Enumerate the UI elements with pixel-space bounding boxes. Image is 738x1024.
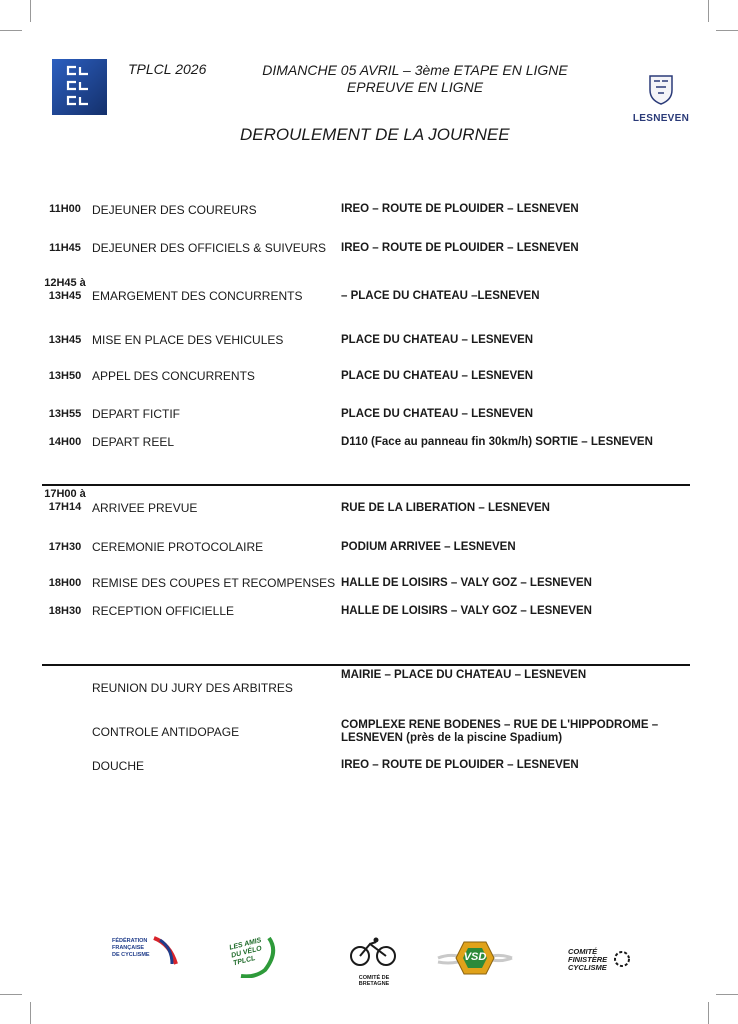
schedule-activity: DEPART REEL [92, 435, 175, 449]
schedule-time: 17H30 [48, 541, 82, 553]
ffc-logo-text: FÉDÉRATION FRANÇAISE DE CYCLISME [112, 938, 150, 958]
schedule-location: MAIRIE – PLACE DU CHATEAU – LESNEVEN [341, 669, 587, 681]
schedule-time: 13H55 [48, 408, 82, 420]
crop-mark [30, 0, 31, 22]
schedule-location: PLACE DU CHATEAU – LESNEVEN [341, 408, 534, 420]
amis-logo-text: LES AMIS DU VÉLO TPLCL [228, 937, 263, 968]
schedule-time: 11H45 [49, 242, 81, 254]
schedule-activity: DOUCHE [92, 759, 145, 773]
schedule-activity: EMARGEMENT DES CONCURRENTS [92, 289, 303, 303]
schedule-activity: REMISE DES COUPES ET RECOMPENSES [92, 576, 336, 590]
club-logo [52, 59, 107, 115]
schedule-location: HALLE DE LOISIRS – VALY GOZ – LESNEVEN [341, 577, 592, 589]
cyclist-icon [346, 936, 402, 970]
header-line-1: DIMANCHE 05 AVRIL – 3ème ETAPE EN LIGNE [262, 62, 568, 78]
schedule-time: 12H45 à 13H45 [44, 277, 86, 302]
schedule-location: HALLE DE LOISIRS – VALY GOZ – LESNEVEN [341, 605, 592, 617]
town-logo [630, 72, 692, 122]
series-name: TPLCL 2026 [128, 61, 207, 77]
schedule-activity: ARRIVEE PREVUE [92, 501, 198, 515]
section-divider [42, 664, 690, 666]
club-logo-mark-icon [52, 59, 107, 115]
header-line-2: EPREUVE EN LIGNE [346, 79, 484, 95]
amis-du-velo-logo [229, 934, 279, 978]
coat-of-arms-icon [630, 72, 692, 108]
schedule-time: 13H50 [48, 370, 82, 382]
schedule-activity: DEJEUNER DES COUREURS [92, 203, 257, 217]
schedule-location: PODIUM ARRIVEE – LESNEVEN [341, 541, 516, 553]
crop-mark [708, 1002, 709, 1024]
schedule-time: 13H45 [48, 334, 82, 346]
crop-mark [0, 30, 22, 31]
schedule-activity: REUNION DU JURY DES ARBITRES [92, 681, 293, 695]
schedule-activity: APPEL DES CONCURRENTS [92, 369, 255, 383]
crop-mark [716, 30, 738, 31]
bretagne-logo-text: COMITÉ DE BRETAGNE [358, 975, 390, 987]
schedule-activity: RECEPTION OFFICIELLE [92, 604, 235, 618]
schedule-activity: MISE EN PLACE DES VEHICULES [92, 333, 284, 347]
schedule-activity: CEREMONIE PROTOCOLAIRE [92, 540, 264, 554]
comite-bretagne-logo [346, 936, 402, 987]
vsd-logo [434, 938, 516, 978]
schedule-time: 17H00 à 17H14 [44, 488, 86, 513]
schedule-time: 14H00 [48, 436, 82, 448]
schedule-location: – PLACE DU CHATEAU –LESNEVEN [341, 290, 540, 302]
ffc-logo [110, 934, 182, 968]
crop-mark [716, 994, 738, 995]
schedule-location: IREO – ROUTE DE PLOUIDER – LESNEVEN [341, 242, 579, 254]
schedule-time: 11H00 [49, 203, 81, 215]
schedule-activity: DEPART FICTIF [92, 407, 181, 421]
schedule-activity: DEJEUNER DES OFFICIELS & SUIVEURS [92, 241, 327, 255]
schedule-time: 18H00 [48, 577, 82, 589]
finistere-logo-text: COMITÉ FINISTÈRE CYCLISME [568, 947, 608, 972]
vsd-logo-text: VSD [463, 951, 487, 963]
crop-mark [708, 0, 709, 22]
schedule-time: 18H30 [48, 605, 82, 617]
schedule-location: PLACE DU CHATEAU – LESNEVEN [341, 370, 534, 382]
schedule-location: PLACE DU CHATEAU – LESNEVEN [341, 334, 534, 346]
crop-mark [0, 994, 22, 995]
schedule-location: COMPLEXE RENE BODENES – RUE DE L'HIPPODROME – LESNEVEN (près de la piscine Spadium) [341, 719, 659, 744]
page-title: DEROULEMENT DE LA JOURNEE [240, 125, 510, 144]
schedule-location: RUE DE LA LIBERATION – LESNEVEN [341, 502, 550, 514]
schedule-location: IREO – ROUTE DE PLOUIDER – LESNEVEN [341, 759, 579, 771]
crop-mark [30, 1002, 31, 1024]
comite-finistere-logo [566, 944, 632, 976]
town-logo-text: LESNEVEN [632, 113, 690, 124]
schedule-location: D110 (Face au panneau fin 30km/h) SORTIE – LESNEVEN [341, 436, 653, 448]
section-divider [42, 484, 690, 486]
schedule-location: IREO – ROUTE DE PLOUIDER – LESNEVEN [341, 203, 579, 215]
schedule-activity: CONTROLE ANTIDOPAGE [92, 725, 240, 739]
